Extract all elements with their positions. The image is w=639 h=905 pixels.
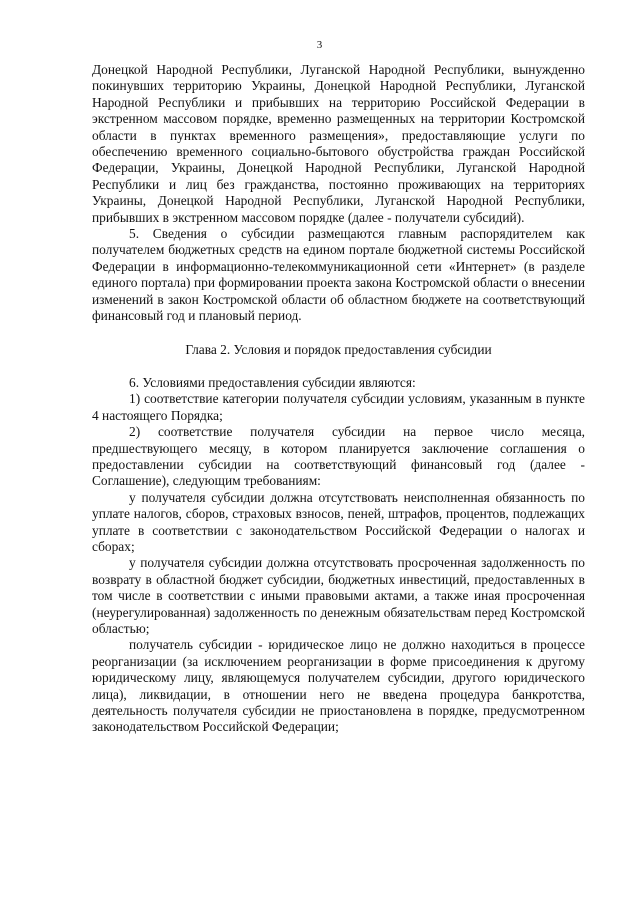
chapter-heading: Глава 2. Условия и порядок предоставления субсидии [185, 341, 492, 357]
requirement-taxes: у получателя субсидии должна отсутствовать неисполненная обязанность по уплате налогов, сборов, страховых взносов, пеней, штрафов, процентов, подлежащих уплате в соответствии с законодательством Российской Федерации о налогах и сборах; [92, 489, 585, 554]
page-number: 3 [316, 39, 323, 51]
paragraph-6: 6. Условиями предоставления субсидии являются: [129, 374, 416, 390]
requirement-debt: у получателя субсидии должна отсутствовать просроченная задолженность по возврату в областной бюджет субсидии, бюджетных инвестиций, предоставленных в том числе в соответствии с иными правовыми актами, а также иная просроченная (неурегулированная) задолженность по денежным обязательствам перед Костромской областью; [92, 555, 585, 636]
paragraph-6-item-2: 2) соответствие получателя субсидии на первое число месяца, предшествующего месяцу, в котором планируется заключение соглашения о предоставлении субсидии на соответствующий финансовый год (далее - Соглашение), следующим требованиям: [92, 424, 585, 489]
paragraph-continuation: Донецкой Народной Республики, Луганской Народной Республики, вынужденно покинувших территорию Украины, Донецкой Народной Республики, Луганской Народной Республики и прибывших на территорию Российской Федерации в экстренном массовом порядке, временно размещенных на территории Костромской области в пунктах временного размещения», предоставляющие услуги по обеспечению временного социально-бытового обустройства граждан Российской Федерации, Украины, Донецкой Народной Республики, Луганской Народной Республики и лиц без гражданства, постоянно проживающих на территориях Украины, Донецкой Народной Республики, Луганской Народной Республики, прибывших в экстренном массовом порядке (далее - получатели субсидий). [92, 62, 585, 225]
document-body [92, 62, 585, 736]
paragraph-5: 5. Сведения о субсидии размещаются главным распорядителем как получателем бюджетных средств на едином портале бюджетной системы Российской Федерации в информационно-телекоммуникационной сети «Интернет» (в разделе единого портала) при формировании проекта закона Костромской области о внесении изменений в закон Костромской области об областном бюджете на соответствующий финансовый год и плановый период. [92, 226, 585, 324]
paragraph-6-item-1: 1) соответствие категории получателя субсидии условиям, указанным в пункте 4 настоящего Порядка; [92, 391, 585, 423]
requirement-reorganization: получатель субсидии - юридическое лицо не должно находиться в процессе реорганизации (за исключением реорганизации в форме присоединения к другому юридическому лицу, являющемуся получателем субсидии, другого юридического лица), ликвидации, в отношении него не введена процедура банкротства, деятельность получателя субсидии не приостановлена в порядке, предусмотренном законодательством Российской Федерации; [92, 637, 585, 735]
